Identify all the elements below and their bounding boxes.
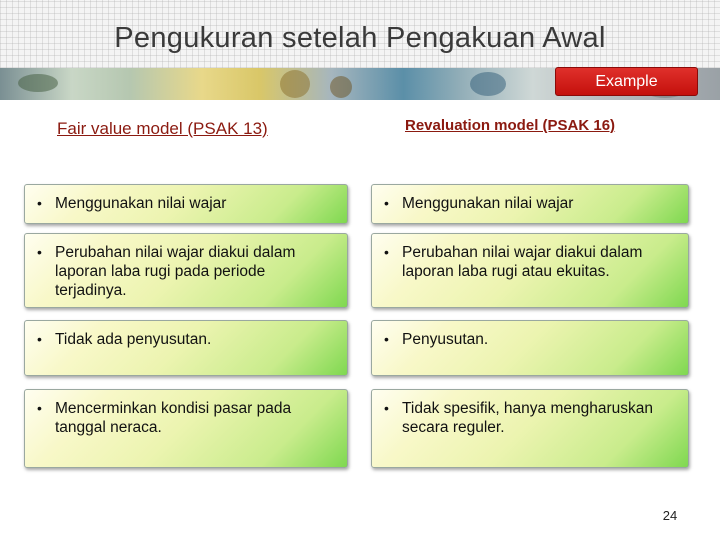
- table-cell: [371, 184, 689, 224]
- table-cell: [24, 320, 348, 376]
- cell-text: Perubahan nilai wajar diakui dalam laporan laba rugi atau ekuitas.: [402, 244, 643, 280]
- banner-decoration: [470, 72, 506, 96]
- cell-text: Tidak spesifik, hanya mengharuskan secara reguler.: [402, 400, 654, 436]
- table-cell: [371, 320, 689, 376]
- table-cell: [371, 233, 689, 308]
- cell-text: Penyusutan.: [402, 331, 489, 348]
- banner-decoration: [18, 74, 58, 92]
- bullet-icon: •: [37, 195, 42, 211]
- example-tag: Example: [555, 67, 698, 96]
- bullet-icon: •: [384, 400, 389, 416]
- banner-decoration: [280, 70, 310, 98]
- bullet-icon: •: [37, 244, 42, 260]
- bullet-icon: •: [384, 195, 389, 211]
- banner-decoration: [330, 76, 352, 98]
- title-bar: [0, 0, 720, 68]
- cell-text: Tidak ada penyusutan.: [55, 331, 212, 348]
- cell-text: Menggunakan nilai wajar: [402, 195, 574, 212]
- table-cell: [371, 389, 689, 468]
- table-cell: [24, 184, 348, 224]
- bullet-icon: •: [37, 331, 42, 347]
- right-column-header: Revaluation model (PSAK 16): [405, 117, 616, 134]
- left-column-header: Fair value model (PSAK 13): [57, 119, 268, 138]
- table-cell: [24, 389, 348, 468]
- bullet-icon: •: [384, 331, 389, 347]
- cell-text: Perubahan nilai wajar diakui dalam laporan laba rugi pada periode terjadinya.: [55, 244, 296, 299]
- bullet-icon: •: [37, 400, 42, 416]
- bullet-icon: •: [384, 244, 389, 260]
- cell-text: Menggunakan nilai wajar: [55, 195, 227, 212]
- slide-title: Pengukuran setelah Pengakuan Awal: [114, 22, 606, 54]
- table-cell: [24, 233, 348, 308]
- page-number: 24: [662, 508, 678, 523]
- cell-text: Mencerminkan kondisi pasar pada tanggal neraca.: [55, 400, 292, 436]
